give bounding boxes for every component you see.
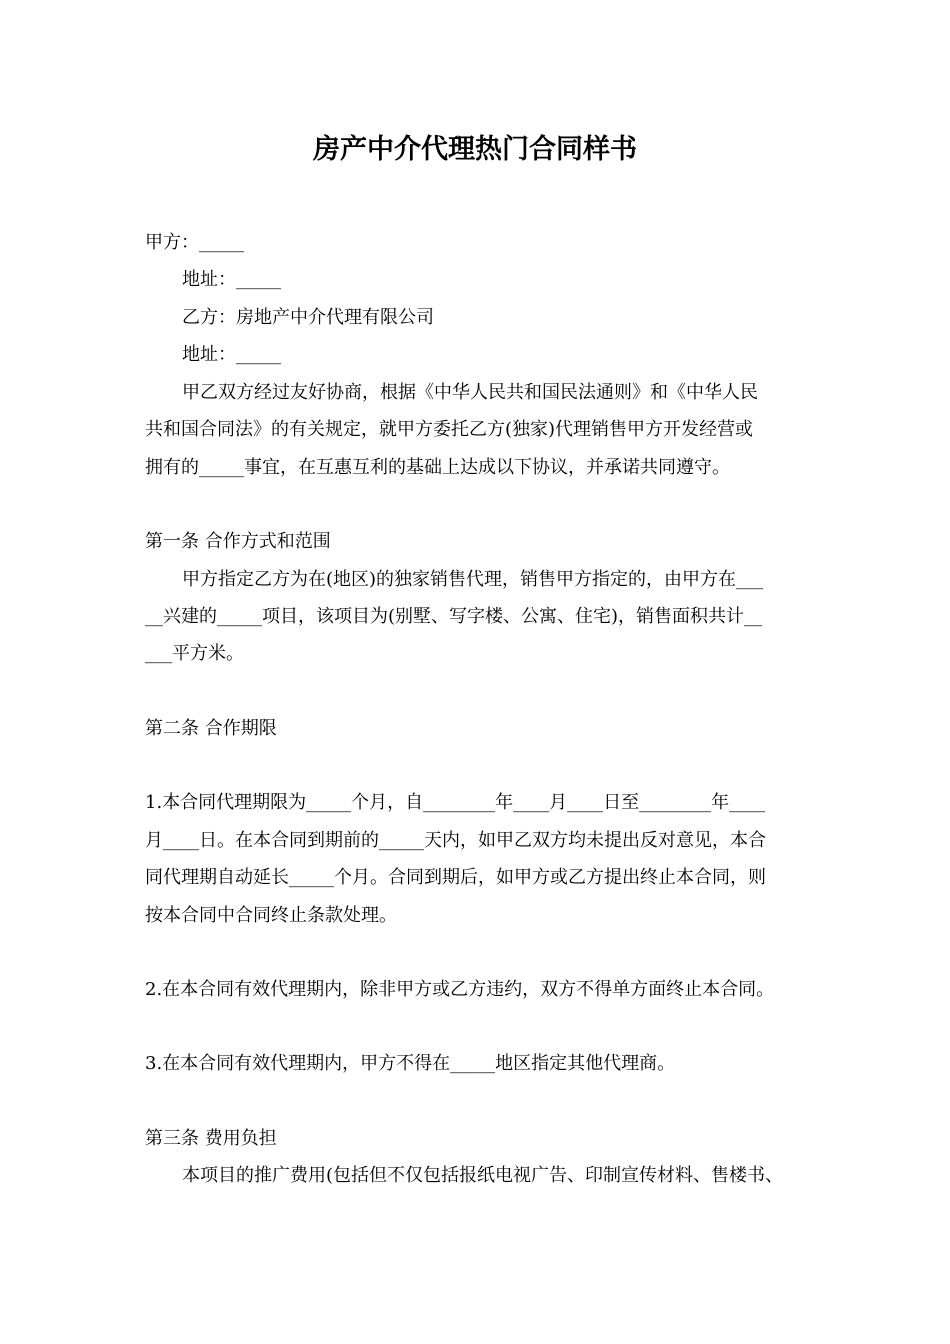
article-2-item-2: 2.在本合同有效代理期内，除非甲方或乙方违约，双方不得单方面终止本合同。 <box>145 979 775 1000</box>
party-a-line: 甲方：_____ <box>145 232 244 253</box>
article-2-item-3: 3.在本合同有效代理期内，甲方不得在_____地区指定其他代理商。 <box>145 1053 676 1074</box>
article-2-item-1-line-4: 按本合同中合同终止条款处理。 <box>145 905 397 926</box>
preamble-line-2: 共和国合同法》的有关规定，就甲方委托乙方(独家)代理销售甲方开发经营或 <box>145 419 754 440</box>
article-1-heading: 第一条 合作方式和范围 <box>145 531 331 552</box>
article-3-heading: 第三条 费用负担 <box>145 1128 277 1149</box>
article-1-line-2: __兴建的_____项目，该项目为(别墅、写字楼、公寓、住宅)，销售面积共计__ <box>145 606 763 627</box>
article-1-line-1: 甲方指定乙方为在(地区)的独家销售代理，销售甲方指定的，由甲方在___ <box>182 569 764 590</box>
party-a-address-line: 地址：_____ <box>182 269 281 290</box>
article-2-item-1-line-1: 1.本合同代理期限为_____个月，自________年____月____日至________年____ <box>145 792 766 813</box>
party-b-address-line: 地址：_____ <box>182 344 281 365</box>
preamble-line-1: 甲乙双方经过友好协商，根据《中华人民共和国民法通则》和《中华人民 <box>182 382 758 403</box>
preamble-line-3: 拥有的_____事宜，在互惠互利的基础上达成以下协议，并承诺共同遵守。 <box>145 457 730 478</box>
article-3-line-1: 本项目的推广费用(包括但不仅包括报纸电视广告、印制宣传材料、售楼书、 <box>182 1165 784 1186</box>
article-2-item-1-line-2: 月____日。在本合同到期前的_____天内，如甲乙双方均未提出反对意见，本合 <box>145 830 766 851</box>
party-b-line: 乙方：房地产中介代理有限公司 <box>182 307 434 328</box>
article-2-heading: 第二条 合作期限 <box>145 718 277 739</box>
article-2-item-1-line-3: 同代理期自动延长_____个月。合同到期后，如甲方或乙方提出终止本合同，则 <box>145 867 766 888</box>
document-title: 房产中介代理热门合同样书 <box>313 134 637 165</box>
article-1-line-3: ___平方米。 <box>145 643 244 664</box>
